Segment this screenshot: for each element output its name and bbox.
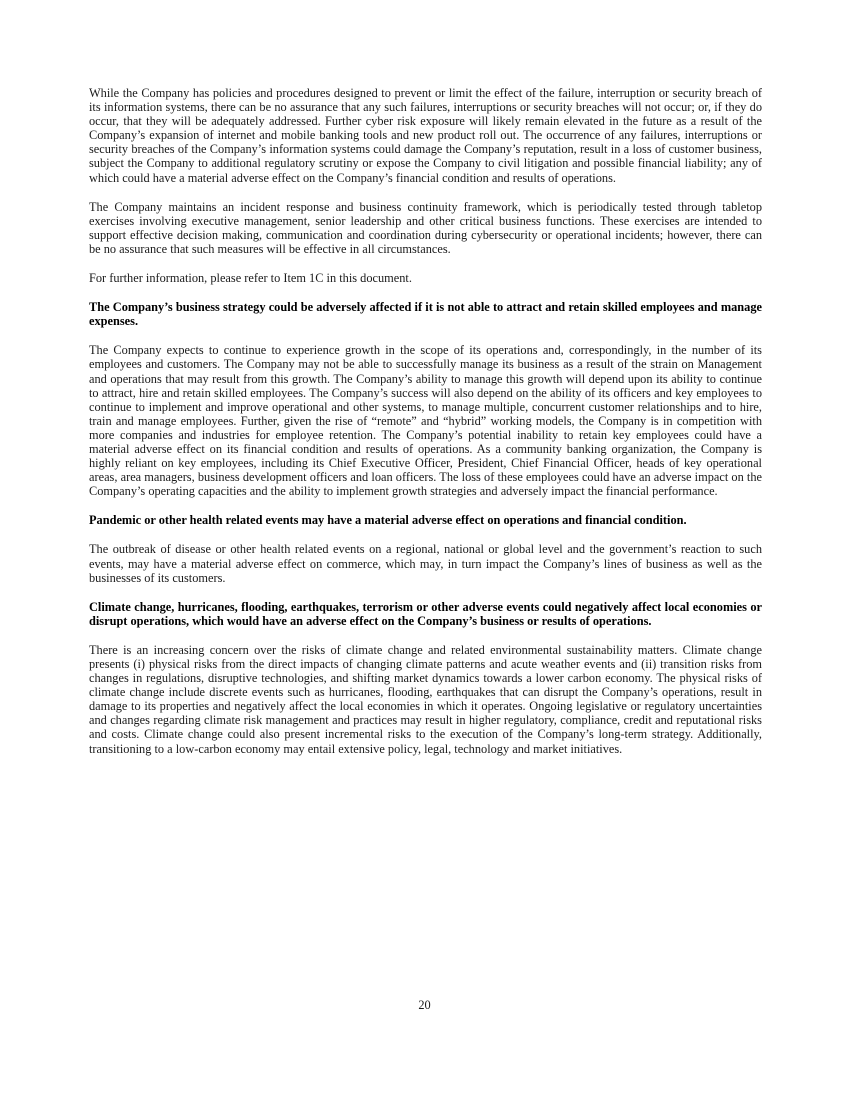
page-number: 20 xyxy=(418,998,431,1012)
heading-climate-risk: Climate change, hurricanes, flooding, earthquakes, terrorism or other adverse events could negatively affect local economies or disrupt operations, which would have an adverse effect on the Company’s business or results of operations. xyxy=(89,599,762,628)
paragraph-incident-response: The Company maintains an incident response and business continuity framework, which is periodically tested through tabletop exercises involving executive management, senior leadership and other critical business functions. These exercises are intended to support effective decision making, communication and coordination during cybersecurity or operational incidents; however, there can be no assurance that such measures will be effective in all circumstances. xyxy=(89,199,762,256)
document-page xyxy=(89,86,762,771)
paragraph-pandemic: The outbreak of disease or other health related events on a regional, national or global level and the government’s reaction to such events, may have a material adverse effect on commerce, which may, in turn impact the Company’s lines of business as well as the businesses of its customers. xyxy=(89,542,762,585)
paragraph-climate-change: There is an increasing concern over the risks of climate change and related environmental sustainability matters. Climate change presents (i) physical risks from the direct impacts of changing climate patterns and acute weather events and (ii) transition risks from changes in regulations, disruptive technologies, and shifting market dynamics towards a lower carbon economy. The physical risks of climate change include discrete events such as hurricanes, flooding, earthquakes that can disrupt the Company’s operations, result in damage to its properties and negatively affect the local economies in which it operates. Ongoing legislative or regulatory uncertainties and changes regarding climate risk management and practices may result in higher regulatory, compliance, credit and reputational risks and costs. Climate change could also present incremental risks to the execution of the Company’s long-term strategy. Additionally, transitioning to a low-carbon economy may entail extensive policy, legal, technology and market initiatives. xyxy=(89,642,762,756)
paragraph-cyber-risk: While the Company has policies and procedures designed to prevent or limit the effect of the failure, interruption or security breach of its information systems, there can be no assurance that any such failures, interruptions or security breaches will not occur; or, if they do occur, that they will be adequately addressed. Further cyber risk exposure will likely remain elevated in the future as a result of the Company’s expansion of internet and mobile banking tools and new product roll out. The occurrence of any failures, interruptions or security breaches of the Company’s information systems could damage the Company’s reputation, result in a loss of customer business, subject the Company to additional regulatory scrutiny or expose the Company to civil litigation and possible financial liability; any of which could have a material adverse effect on the Company’s financial condition and results of operations. xyxy=(89,86,762,185)
heading-pandemic-risk: Pandemic or other health related events may have a material adverse effect on operations and financial condition. xyxy=(89,513,687,528)
paragraph-growth-employees: The Company expects to continue to experience growth in the scope of its operations and, correspondingly, in the number of its employees and customers. The Company may not be able to successfully manage its business as a result of the strain on Management and operations that may result from this growth. The Company’s ability to manage this growth will depend upon its ability to continue to attract, hire and retain skilled employees. The Company’s success will also depend on the ability of its officers and key employees to continue to implement and improve operational and other systems, to manage multiple, concurrent customer relationships and to hire, train and manage employees. Further, given the rise of “remote” and “hybrid” working models, the Company is in competition with more companies and industries for employee retention. The Company’s potential inability to retain key employees could have a material adverse effect on its financial condition and results of operations. As a community banking organization, the Company is highly reliant on key employees, including its Chief Executive Officer, President, Chief Financial Officer, heads of key operational areas, area managers, business development officers and loan officers. The loss of these employees could have an adverse impact on the Company’s operating capacities and the ability to implement growth strategies and adversely impact the financial performance. xyxy=(89,343,762,499)
heading-business-strategy-risk: The Company’s business strategy could be adversely affected if it is not able to attract and retain skilled employees and manage expenses. xyxy=(89,300,762,329)
paragraph-further-information: For further information, please refer to Item 1C in this document. xyxy=(89,271,412,286)
